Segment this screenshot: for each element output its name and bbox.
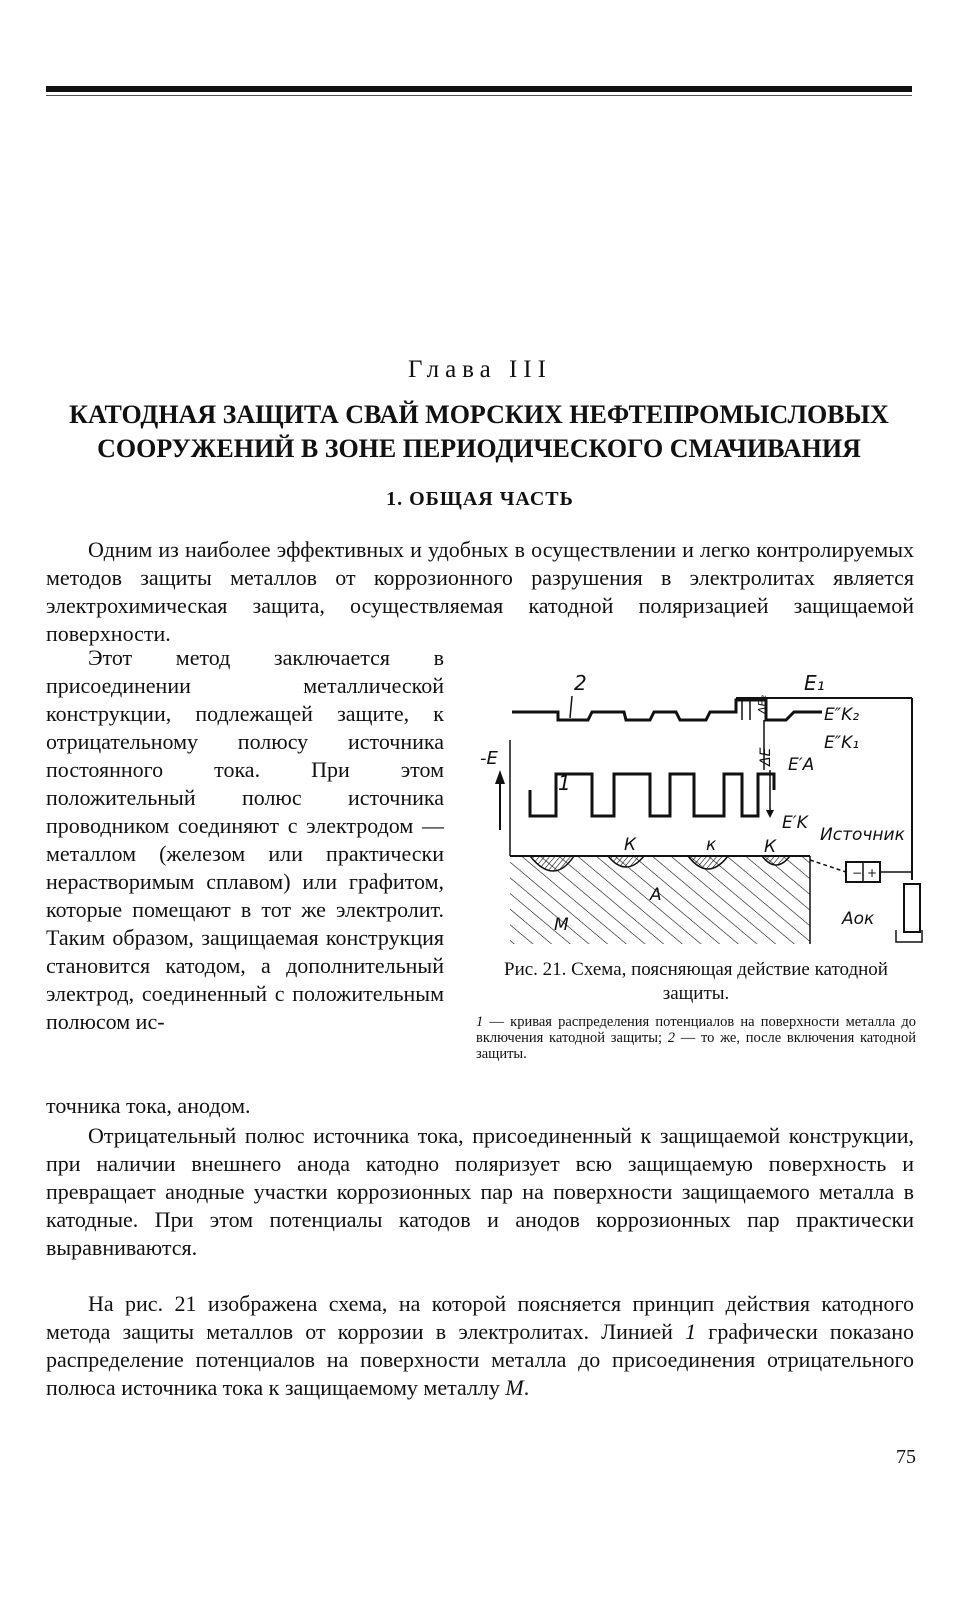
paragraph-figure-reference [46,1290,914,1402]
paragraph-negative-pole: Отрицательный полюс источника тока, присоединенный к защищаемой конструкции, при наличии внешнего анода катодно поляризует всю защищаемую поверхность и превращает анодные участки коррозионных пар на поверхности защищаемого металла в катодные. При этом потенциалы катодов и анодов коррозионных пар практически выравниваются. [46,1123,914,1260]
p4-before: На рис. 21 изображена схема, на которой поясняется принцип действия катодного метода защиты металлов от коррозии в электролитах. Линией [46,1291,914,1344]
label-cathode-2: к [706,835,717,855]
battery-minus-sign: − [852,866,863,880]
section-heading: 1. ОБЩАЯ ЧАСТЬ [386,488,574,510]
label-delta-e: ΔE [758,747,774,766]
page-number: 75 [896,1446,916,1468]
figure-legend [476,1014,916,1062]
p4-curve-number: 1 [685,1319,697,1344]
cathodic-protection-diagram [474,660,934,950]
p4-end: . [523,1375,530,1400]
label-minus-e: -E [480,748,498,769]
chapter-title: КАТОДНАЯ ЗАЩИТА СВАЙ МОРСКИХ НЕФТЕПРОМЫСЛОВЫХ СООРУЖЕНИЙ В ЗОНЕ ПЕРИОДИЧЕСКОГО СМАЧИВАНИЯ [69,400,889,463]
top-rule [46,86,912,92]
legend-text-1: — кривая распределения потенциалов на поверхности металла до включения катодной защиты; [476,1014,916,1046]
label-ek1: E″K₁ [824,733,860,753]
wire-to-metal [810,860,846,872]
curve2-pointer [570,696,572,718]
paragraph-method-tail: точника тока, анодом. [46,1093,251,1118]
p4-metal-symbol: М [505,1375,524,1400]
label-aux-anode: Aок [842,909,875,929]
legend-text-2: — то же, после включения катодной защиты. [476,1030,916,1062]
figure-caption: Рис. 21. Схема, поясняющая действие катодной защиты. [504,959,888,1004]
label-cathode-3: К [764,837,777,857]
p4-mid: графически показано распределение потенциалов на поверхности металла до присоединения отрицательного полюса источника тока к защищаемому металлу [46,1319,915,1400]
label-source: Источник [820,825,905,845]
label-anode: А [650,885,662,905]
delta-e-arrowhead [766,810,774,818]
auxiliary-anode [904,884,920,932]
axis-minus-e-arrowhead [495,770,505,784]
top-rule-thin [46,95,912,96]
label-e1: E₁ [804,671,825,695]
label-ea: E′A [788,755,815,775]
chapter-label: Глава III [408,356,552,383]
label-ek2: E″K₂ [824,705,860,725]
label-curve1: 1 [558,771,571,795]
paragraph-method: Этот метод заключается в присоединении металлической конструкции, подлежащей защите, к отрицательному полюсу источника постоянного тока. При этом положительный полюс источника проводником соединяют с электродом — металлом (железом или практически нерастворимым сплавом) или графитом, которые помещают в тот же электролит. Таким образом, защищаемая конструкция становится катодом, а дополнительный электрод, соединенный с положительным полюсом ис- [46,645,444,1034]
label-curve2: 2 [574,671,587,695]
battery-plus-sign: + [867,866,878,880]
label-cathode-1: К [624,835,637,855]
legend-number-1: 1 [476,1014,484,1030]
potential-curve-2 [512,700,822,720]
label-ek: E′K [782,813,808,833]
legend-number-2: 2 [667,1030,675,1046]
label-metal: М [554,915,569,935]
paragraph-intro: Одним из наиболее эффективных и удобных в осуществлении и легко контролируемых методов защиты металлов от коррозионного разрушения в электролитах является электрохимическая защита, осуществляемая катодной поляризацией защищаемой поверхности. [46,537,914,646]
label-delta-e2: ΔE₂ [756,695,769,714]
